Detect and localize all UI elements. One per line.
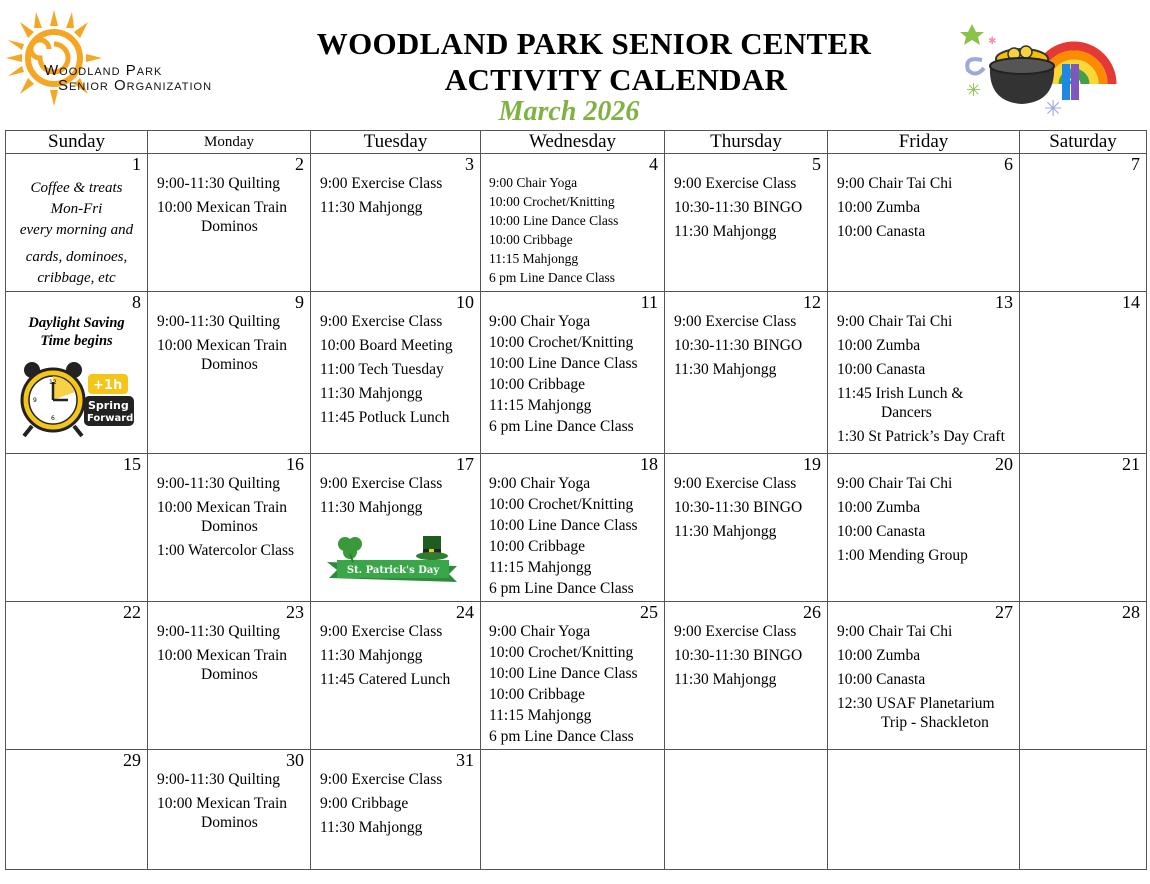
event-item (481, 537, 664, 556)
day-number: 13 (995, 292, 1013, 312)
clock-badge-top: +1h (93, 378, 123, 393)
day-cell (828, 602, 1020, 750)
event-text: 11:15 Mahjongg (489, 397, 592, 414)
clock-badge-line2: Forward (87, 413, 134, 424)
event-item (148, 794, 310, 832)
event-text: 10:00 Line Dance Class (489, 517, 638, 534)
event-item (311, 174, 480, 193)
day-cell (311, 750, 481, 870)
day-number: 25 (640, 602, 658, 622)
day-cell (481, 292, 665, 454)
event-text: 9:00 Exercise Class (320, 475, 443, 492)
event-text: 11:30 Mahjongg (320, 199, 423, 216)
event-text: 10:00 Line Dance Class (489, 665, 638, 682)
event-text: 9:00 Exercise Class (674, 175, 797, 192)
event-text: 10:00 Line Dance Class (489, 213, 619, 228)
event-text: 9:00 Chair Yoga (489, 175, 578, 190)
event-text: 11:15 Mahjongg (489, 251, 579, 266)
event-text: 6 pm Line Dance Class (489, 728, 634, 745)
event-item (481, 269, 664, 286)
event-item (481, 354, 664, 373)
day-cell (6, 750, 148, 870)
day-cell (481, 602, 665, 750)
event-item (481, 212, 664, 229)
note-line: Mon-Fri (50, 201, 103, 217)
event-item (828, 498, 1019, 517)
event-text: 10:00 Mexican Train (157, 647, 288, 664)
day-number: 5 (812, 154, 821, 174)
event-item (311, 198, 480, 217)
day-cell (481, 154, 665, 292)
event-item (148, 312, 310, 331)
event-text: 10:00 Cribbage (489, 686, 585, 703)
event-item (828, 198, 1019, 217)
weekday-friday: Friday (828, 131, 1020, 154)
event-text: 10:00 Zumba (837, 199, 921, 216)
note-line: Coffee & treats (30, 180, 123, 196)
day-cell (828, 454, 1020, 602)
day-number: 30 (286, 750, 304, 770)
event-item (311, 312, 480, 331)
event-item (481, 417, 664, 436)
event-item (481, 664, 664, 683)
day-number: 3 (465, 154, 474, 174)
calendar-title: WOODLAND PARK SENIOR CENTER (316, 26, 872, 61)
event-text: 11:30 Mahjongg (674, 671, 777, 688)
event-item (481, 396, 664, 415)
event-text: 10:00 Crochet/Knitting (489, 334, 634, 351)
event-text-continued: Dominos (201, 814, 258, 831)
event-text: 10:00 Board Meeting (320, 337, 453, 354)
event-text: 11:45 Potluck Lunch (320, 409, 450, 426)
event-text: 9:00 Exercise Class (674, 475, 797, 492)
empty-cell (481, 750, 665, 870)
event-item (828, 646, 1019, 665)
event-text: 6 pm Line Dance Class (489, 580, 634, 597)
note-line: cards, dominoes, (25, 249, 128, 265)
day-number: 10 (456, 292, 474, 312)
day-number: 2 (295, 154, 304, 174)
event-item (828, 546, 1019, 565)
event-item (828, 670, 1019, 689)
event-item (665, 498, 827, 517)
event-item (481, 727, 664, 746)
svg-text:✱: ✱ (988, 36, 997, 47)
day-cell (828, 154, 1020, 292)
event-item (311, 498, 480, 517)
event-item (481, 643, 664, 662)
event-item (481, 231, 664, 248)
event-item (828, 474, 1019, 493)
event-text: 9:00 Exercise Class (320, 175, 443, 192)
event-text: 11:30 Mahjongg (320, 647, 423, 664)
event-text: 9:00 Cribbage (320, 795, 409, 812)
event-text: 9:00 Chair Tai Chi (837, 623, 953, 640)
event-text-continued: Dominos (201, 218, 258, 235)
event-text: 9:00-11:30 Quilting (157, 475, 280, 492)
event-text: 10:30-11:30 BINGO (674, 199, 803, 216)
event-text: 10:00 Zumba (837, 647, 921, 664)
event-item (665, 474, 827, 493)
event-item (665, 670, 827, 689)
event-text: 11:15 Mahjongg (489, 707, 592, 724)
weekday-wednesday: Wednesday (481, 131, 665, 154)
event-item (665, 198, 827, 217)
note-line: cribbage, etc (37, 270, 116, 286)
event-item (665, 222, 827, 241)
event-text: 10:00 Mexican Train (157, 337, 288, 354)
event-item (481, 495, 664, 514)
day-number: 4 (649, 154, 658, 174)
event-item (828, 622, 1019, 641)
coffee-note (6, 174, 147, 289)
event-text-continued: Dominos (201, 666, 258, 683)
event-item (828, 360, 1019, 379)
event-text: 11:30 Mahjongg (320, 385, 423, 402)
event-text: 9:00 Chair Tai Chi (837, 475, 953, 492)
event-text: 10:00 Line Dance Class (489, 355, 638, 372)
day-cell (148, 602, 311, 750)
pot-of-gold-rainbow-icon (952, 4, 1118, 124)
event-item (311, 474, 480, 493)
day-cell (148, 154, 311, 292)
event-text: 11:15 Mahjongg (489, 559, 592, 576)
event-item (665, 312, 827, 331)
event-text: 10:00 Zumba (837, 499, 921, 516)
event-item (481, 706, 664, 725)
event-item (828, 522, 1019, 541)
event-text: 10:00 Cribbage (489, 538, 585, 555)
day-number: 12 (803, 292, 821, 312)
event-item (148, 198, 310, 236)
weekday-thursday: Thursday (665, 131, 828, 154)
event-item (665, 622, 827, 641)
event-text: 12:30 USAF Planetarium (837, 695, 995, 712)
calendar-grid (5, 130, 1147, 870)
event-item (481, 193, 664, 210)
event-text: 9:00 Chair Tai Chi (837, 313, 953, 330)
day-number: 7 (1131, 154, 1140, 174)
note-line: Daylight Saving (28, 315, 125, 331)
event-text: 10:00 Crochet/Knitting (489, 644, 634, 661)
event-item (148, 646, 310, 684)
event-text: 11:30 Mahjongg (320, 499, 423, 516)
event-text-continued: Dancers (881, 404, 932, 421)
event-item (481, 312, 664, 331)
event-text: 9:00 Chair Yoga (489, 313, 591, 330)
event-text: 9:00-11:30 Quilting (157, 771, 280, 788)
dst-note (6, 312, 147, 350)
event-text: 9:00 Chair Yoga (489, 623, 591, 640)
event-item (665, 336, 827, 355)
svg-text:6: 6 (51, 415, 55, 422)
day-number: 14 (1122, 292, 1140, 312)
event-text-continued: Trip - Shackleton (881, 714, 989, 731)
svg-text:✳: ✳ (966, 80, 982, 101)
day-number: 8 (132, 292, 141, 312)
event-item (828, 312, 1019, 331)
month-label: March 2026 (498, 96, 640, 127)
day-cell (6, 602, 148, 750)
day-cell (148, 454, 311, 602)
event-text: 1:30 St Patrick’s Day Craft (837, 428, 1005, 445)
calendar-subtitle: ACTIVITY CALENDAR (444, 62, 788, 97)
event-item (481, 516, 664, 535)
event-text: 10:00 Cribbage (489, 232, 573, 247)
event-item (481, 579, 664, 598)
event-text: 11:45 Catered Lunch (320, 671, 451, 688)
event-text: 9:00 Exercise Class (674, 313, 797, 330)
note-line: Time begins (40, 333, 113, 349)
event-text: 10:00 Canasta (837, 223, 926, 240)
day-cell (665, 292, 828, 454)
event-text: 10:00 Crochet/Knitting (489, 496, 634, 513)
event-text: 9:00 Exercise Class (320, 771, 443, 788)
event-text: 10:30-11:30 BINGO (674, 337, 803, 354)
svg-text:12: 12 (49, 379, 57, 386)
day-cell (311, 454, 481, 602)
day-cell (311, 292, 481, 454)
event-item (481, 250, 664, 267)
day-cell (6, 454, 148, 602)
st-patricks-banner-icon (323, 532, 463, 586)
event-text: 11:00 Tech Tuesday (320, 361, 444, 378)
weekday-saturday: Saturday (1020, 131, 1147, 154)
day-cell (481, 454, 665, 602)
event-text: 1:00 Mending Group (837, 547, 968, 564)
event-text: 11:45 Irish Lunch & (837, 385, 964, 402)
event-item (311, 770, 480, 789)
event-text: 10:00 Mexican Train (157, 499, 288, 516)
week-row (6, 292, 1147, 454)
event-item (311, 384, 480, 403)
empty-cell (665, 750, 828, 870)
empty-cell (828, 750, 1020, 870)
event-item (148, 541, 310, 560)
day-number: 17 (456, 454, 474, 474)
week-row (6, 602, 1147, 750)
svg-text:✳: ✳ (1044, 97, 1063, 122)
day-number: 29 (123, 750, 141, 770)
weekday-sunday: Sunday (6, 131, 148, 154)
day-number: 21 (1122, 454, 1140, 474)
event-item (311, 408, 480, 427)
event-item (311, 336, 480, 355)
event-item (665, 360, 827, 379)
event-text: 10:00 Crochet/Knitting (489, 194, 615, 209)
event-text: 10:30-11:30 BINGO (674, 499, 803, 516)
day-number: 19 (803, 454, 821, 474)
event-item (828, 427, 1019, 446)
event-text: 10:00 Canasta (837, 671, 926, 688)
day-number: 31 (456, 750, 474, 770)
event-text: 9:00 Chair Tai Chi (837, 175, 953, 192)
event-item (311, 794, 480, 813)
banner-text: St. Patrick's Day (346, 565, 440, 576)
event-item (665, 646, 827, 665)
week-row (6, 750, 1147, 870)
event-item (481, 474, 664, 493)
day-cell (148, 292, 311, 454)
event-text: 10:00 Cribbage (489, 376, 585, 393)
svg-text:9: 9 (33, 397, 37, 404)
event-item (828, 384, 1019, 422)
event-text-continued: Dominos (201, 356, 258, 373)
event-text: 11:30 Mahjongg (320, 819, 423, 836)
event-item (311, 670, 480, 689)
event-text: 11:30 Mahjongg (674, 523, 777, 540)
event-text: 9:00-11:30 Quilting (157, 623, 280, 640)
day-number: 26 (803, 602, 821, 622)
event-item (148, 622, 310, 641)
day-cell (828, 292, 1020, 454)
day-number: 11 (640, 292, 658, 312)
event-item (481, 558, 664, 577)
day-number: 20 (995, 454, 1013, 474)
event-item (828, 336, 1019, 355)
event-text: 10:00 Canasta (837, 361, 926, 378)
day-cell (311, 154, 481, 292)
empty-cell (1020, 750, 1147, 870)
event-item (148, 474, 310, 493)
weekday-monday: Monday (148, 131, 311, 154)
event-text: 10:30-11:30 BINGO (674, 647, 803, 664)
event-text: 9:00 Exercise Class (320, 313, 443, 330)
event-item (148, 498, 310, 536)
event-text: 9:00-11:30 Quilting (157, 313, 280, 330)
day-number: 1 (132, 154, 141, 174)
day-cell (1020, 602, 1147, 750)
event-item (665, 522, 827, 541)
event-item (148, 336, 310, 374)
day-number: 24 (456, 602, 474, 622)
event-item (665, 174, 827, 193)
logo-line-2: Senior Organization (58, 77, 213, 94)
week-row (6, 454, 1147, 602)
day-number: 18 (640, 454, 658, 474)
day-cell (665, 602, 828, 750)
day-cell (148, 750, 311, 870)
event-item (481, 685, 664, 704)
event-text: 1:00 Watercolor Class (157, 542, 295, 559)
event-text: 11:30 Mahjongg (674, 223, 777, 240)
event-text-continued: Dominos (201, 518, 258, 535)
event-item (311, 360, 480, 379)
event-text: 9:00-11:30 Quilting (157, 175, 280, 192)
event-text: 6 pm Line Dance Class (489, 270, 615, 285)
event-text: 9:00 Exercise Class (320, 623, 443, 640)
event-text: 10:00 Mexican Train (157, 199, 288, 216)
weekday-tuesday: Tuesday (311, 131, 481, 154)
event-item (311, 646, 480, 665)
event-text: 6 pm Line Dance Class (489, 418, 634, 435)
event-item (481, 333, 664, 352)
day-cell (6, 154, 148, 292)
day-cell (6, 292, 148, 454)
day-number: 23 (286, 602, 304, 622)
day-number: 6 (1004, 154, 1013, 174)
day-cell (311, 602, 481, 750)
note-line: every morning and (19, 222, 134, 238)
day-number: 27 (995, 602, 1013, 622)
event-text: 10:00 Zumba (837, 337, 921, 354)
week-row (6, 154, 1147, 292)
event-item (481, 622, 664, 641)
day-cell (1020, 154, 1147, 292)
event-item (311, 818, 480, 837)
event-item (828, 694, 1019, 732)
day-number: 16 (286, 454, 304, 474)
event-item (828, 222, 1019, 241)
day-cell (1020, 454, 1147, 602)
day-cell (665, 454, 828, 602)
day-number: 28 (1122, 602, 1140, 622)
event-item (481, 375, 664, 394)
alarm-clock-icon (20, 362, 140, 438)
clock-badge-line1: Spring (88, 399, 129, 412)
day-number: 22 (123, 602, 141, 622)
event-item (311, 622, 480, 641)
day-cell (665, 154, 828, 292)
event-text: 10:00 Mexican Train (157, 795, 288, 812)
day-number: 9 (295, 292, 304, 312)
logo-line-1: Woodland Park (44, 62, 163, 79)
day-cell (1020, 292, 1147, 454)
event-text: 10:00 Canasta (837, 523, 926, 540)
event-text: 9:00 Chair Yoga (489, 475, 591, 492)
event-item (481, 174, 664, 191)
event-text: 9:00 Exercise Class (674, 623, 797, 640)
event-item (148, 770, 310, 789)
event-item (148, 174, 310, 193)
day-number: 15 (123, 454, 141, 474)
event-item (828, 174, 1019, 193)
event-text: 11:30 Mahjongg (674, 361, 777, 378)
weekday-header-row (6, 131, 1147, 154)
